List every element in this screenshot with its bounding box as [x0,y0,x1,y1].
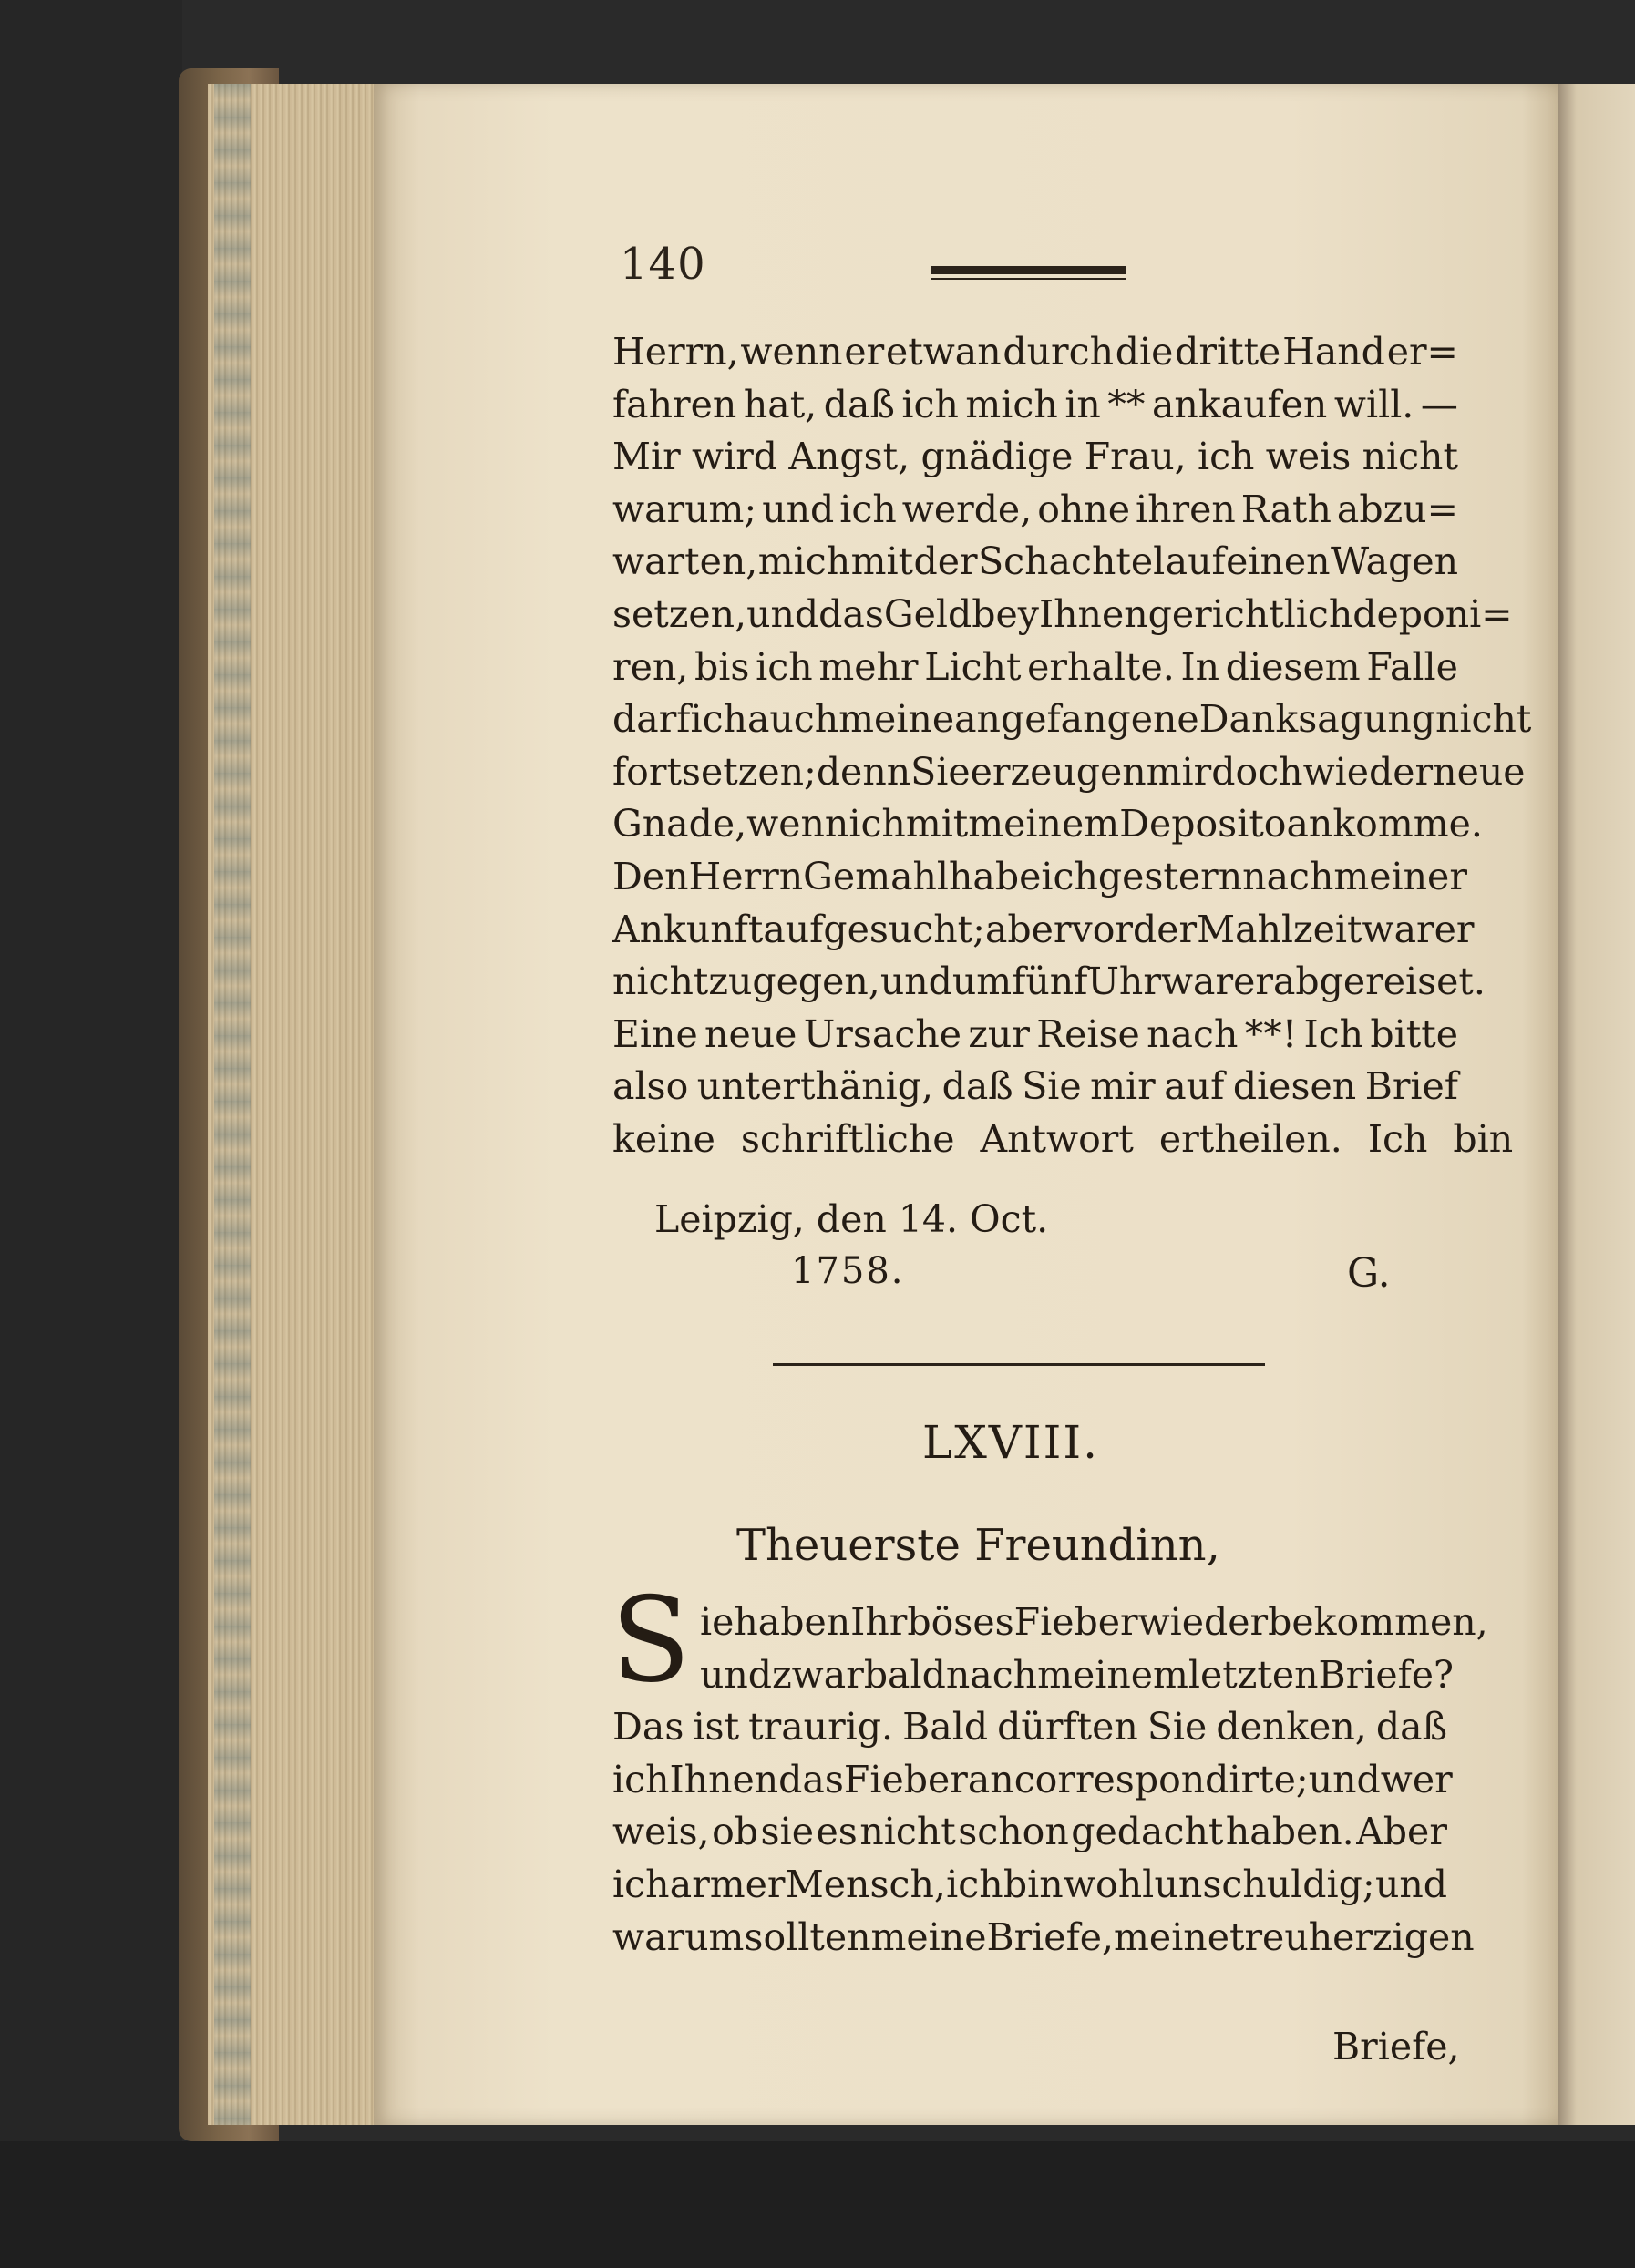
word: es [816,1810,858,1854]
word: schriftliche [740,1116,955,1161]
letter-body-text [612,1596,1488,1964]
word: meine [870,1914,987,1959]
word: gerichtlich [1147,591,1353,636]
word: Sie [910,749,971,794]
word: Ihnen [669,1757,779,1801]
word: ich [690,697,747,742]
word: ihren [1135,487,1236,531]
word: und [879,960,952,1004]
word: ich [612,1757,670,1801]
closing-year: 1758. [791,1250,905,1292]
word: meinem [1037,1652,1188,1697]
text-line [612,1649,1455,1702]
word: neue [1433,749,1526,794]
word: Fieber [843,1757,968,1801]
word: ich [612,1862,670,1906]
word: Hand [1282,330,1385,374]
word: ich [839,487,897,531]
word: ich [1197,435,1255,479]
word: ankomme. [1286,802,1483,847]
word: er= [1386,330,1458,374]
catchword: Briefe, [1332,2025,1460,2068]
word: etwan [885,330,1002,374]
text-line [612,1754,1453,1807]
header-rule [931,266,1126,280]
word: gestern [1097,854,1243,898]
word: ankaufen [1151,382,1328,426]
text-line [612,379,1458,432]
word: diesem [1225,644,1361,689]
word: nicht [1362,435,1458,479]
word: daß [823,382,895,426]
word: und [746,591,819,636]
word: Ich [1367,1116,1428,1161]
word: diesen [1232,1064,1357,1109]
word: er [844,330,885,374]
word: gnädige [920,435,1074,479]
word: daß [941,1064,1013,1109]
word: Antwort [980,1116,1134,1161]
word: unterthänig, [696,1064,934,1109]
word: wohl [1063,1862,1155,1906]
text-line [612,956,1486,1009]
word: unschuldig; [1154,1862,1375,1906]
word: aber [984,907,1072,951]
word: nicht [1435,697,1532,742]
word: Briefe, [986,1914,1115,1959]
text-line [612,1061,1458,1113]
word: mir [1146,749,1212,794]
word: der [913,539,978,584]
word: Herrn, [612,330,739,374]
word: die [1115,330,1174,374]
word: abgereiset. [1272,960,1486,1004]
word: keine [612,1116,715,1161]
word: Uhr [1087,960,1161,1004]
text-line [612,536,1458,589]
word: — [1420,382,1458,426]
word: nicht [859,1810,956,1854]
word: Herrn [688,854,804,898]
word: **! [1244,1011,1298,1056]
word: wenn [746,802,849,847]
word: fünf [1012,960,1088,1004]
word: habe [949,854,1042,898]
word: will. [1333,382,1414,426]
word: war [1362,907,1434,951]
word: Licht [924,644,1022,689]
word: Geld [883,591,972,636]
word: meine [1114,1914,1229,1959]
text-line [612,641,1458,694]
word: Rath [1240,487,1332,531]
text-line [612,326,1458,379]
word: und [700,1652,773,1697]
word: er [1434,907,1475,951]
word: Fieber [1013,1600,1138,1644]
word: wer [1380,1757,1453,1801]
word: ich [946,1862,1003,1906]
word: Bald [902,1705,989,1750]
word: setzen, [612,591,747,636]
word: daß [1375,1705,1447,1750]
word: Sie [1022,1064,1082,1109]
word: Frau, [1084,435,1187,479]
word: nach [1147,1011,1239,1056]
word: Brief [1364,1064,1458,1109]
word: traurig. [748,1705,894,1750]
word: ie [700,1600,735,1644]
page-number: 140 [620,239,706,290]
word: ohne [1037,487,1130,531]
word: sollten [744,1914,871,1959]
page-edge-stain [214,84,251,2125]
word: böses [907,1600,1014,1644]
word: der [1132,907,1198,951]
text-line [612,1806,1447,1859]
signature: G. [1347,1250,1391,1297]
word: Gnade, [612,802,747,847]
word: In [1180,644,1220,689]
word: zur [968,1011,1030,1056]
word: er [1233,960,1273,1004]
word: Sie [1147,1705,1208,1750]
word: Mahlzeit [1197,907,1362,951]
word: und [762,487,835,531]
word: mich [965,382,1058,426]
word: Briefe? [1318,1652,1455,1697]
word: nach [1242,854,1334,898]
word: wenn [740,330,843,374]
word: Ursache [803,1011,961,1056]
word: mehr [818,644,919,689]
word: durch [1003,330,1115,374]
word: schon [958,1810,1069,1854]
word: nach [945,1652,1038,1697]
word: aufgesucht; [763,907,985,951]
word: fahren [612,382,737,426]
background [0,0,182,2268]
word: deponi= [1352,591,1513,636]
word: abzu= [1336,487,1458,531]
word: Reise [1036,1011,1140,1056]
word: und [1308,1757,1381,1801]
text-line [612,693,1532,746]
word: Mensch, [785,1862,946,1906]
text-line [612,484,1458,537]
word: weis, [612,1810,710,1854]
text-line [612,904,1475,957]
word: nicht [612,960,709,1004]
word: mit [850,539,914,584]
word: gedacht [1071,1810,1224,1854]
word: Wagen [1331,539,1458,584]
word: bis [694,644,750,689]
word: Ankunft [612,907,764,951]
word: haben. [1225,1810,1354,1854]
word: warten, [612,539,758,584]
text-line [612,746,1526,799]
text-line [612,1596,1488,1649]
letter-number-heading: LXVIII. [922,1416,1100,1469]
word: also [612,1064,689,1109]
word: meinem [968,802,1120,847]
word: doch [1211,749,1303,794]
word: ich [756,644,813,689]
word: wieder [1137,1600,1269,1644]
word: hat, [743,382,818,426]
word: Aber [1356,1810,1447,1854]
word: ich [848,802,906,847]
word: zugegen, [708,960,880,1004]
word: bin [1453,1116,1514,1161]
word: und [1374,1862,1447,1906]
drop-cap: S [611,1573,691,1709]
word: Ich [1303,1011,1364,1056]
word: mit [905,802,969,847]
word: Eine [612,1011,698,1056]
word: meiner [1333,854,1467,898]
word: Deposito [1119,802,1287,847]
text-line [612,1912,1475,1965]
word: denken, [1216,1705,1367,1750]
word: ist [693,1705,740,1750]
word: ertheilen. [1158,1116,1342,1161]
word: fortsetzen; [612,749,817,794]
letter-continuation-text [612,326,1532,1166]
word: auf [1164,1064,1225,1109]
word: Ihnen [1038,591,1148,636]
text-line [612,798,1483,851]
text-line [612,1701,1447,1754]
word: ren, [612,644,689,689]
word: zwar [772,1652,864,1697]
text-line [612,1009,1458,1062]
word: Angst, [788,435,910,479]
text-line [612,589,1513,641]
word: treuherzigen [1229,1914,1475,1959]
facing-page [1558,84,1635,2125]
word: Schachtel [978,539,1166,584]
word: ob [712,1810,759,1854]
word: einen [1226,539,1331,584]
word: sie [760,1810,814,1854]
word: Gemahl [803,854,950,898]
word: bin [1003,1862,1064,1906]
word: meine [838,697,955,742]
salutation: Theuerste Freundinn, [736,1520,1220,1571]
word: wird [692,435,778,479]
word: mich [757,539,851,584]
word: weis [1265,435,1352,479]
word: werde, [901,487,1033,531]
word: auch [746,697,839,742]
word: warum [612,1914,745,1959]
word: um [951,960,1013,1004]
word: darf [612,697,691,742]
word: bald [863,1652,946,1697]
word: ich [901,382,959,426]
word: Den [612,854,689,898]
word: ancorrespondirte; [967,1757,1309,1801]
word: bitte [1370,1011,1458,1056]
word: auf [1165,539,1226,584]
word: denn [816,749,911,794]
word: Mir [612,435,681,479]
text-line [612,1113,1514,1166]
text-line [612,851,1467,904]
text-line [612,431,1458,484]
word: ich [1041,854,1098,898]
word: dritte [1175,330,1281,374]
word: ** [1107,382,1146,426]
word: Das [612,1705,684,1750]
word: erzeugen [970,749,1147,794]
word: in [1064,382,1101,426]
word: bekommen, [1268,1600,1488,1644]
word: letzten [1188,1652,1319,1697]
word: dürften [997,1705,1138,1750]
word: neue [704,1011,797,1056]
word: angefangene [954,697,1199,742]
word: Danksagung [1198,697,1436,742]
word: armer [669,1862,786,1906]
word: Falle [1366,644,1458,689]
word: haben [734,1600,851,1644]
word: das [778,1757,844,1801]
word: Ihr [850,1600,908,1644]
word: erhalte. [1027,644,1175,689]
word: mir [1090,1064,1156,1109]
word: das [818,591,884,636]
word: vor [1071,907,1133,951]
word: wieder [1302,749,1434,794]
background-bottom [0,2141,1635,2268]
section-divider [773,1363,1265,1366]
text-line [612,1859,1447,1912]
word: war [1160,960,1234,1004]
word: bey [972,591,1039,636]
word: warum; [612,487,757,531]
closing-place-date: Leipzig, den 14. Oct. [654,1197,1049,1241]
